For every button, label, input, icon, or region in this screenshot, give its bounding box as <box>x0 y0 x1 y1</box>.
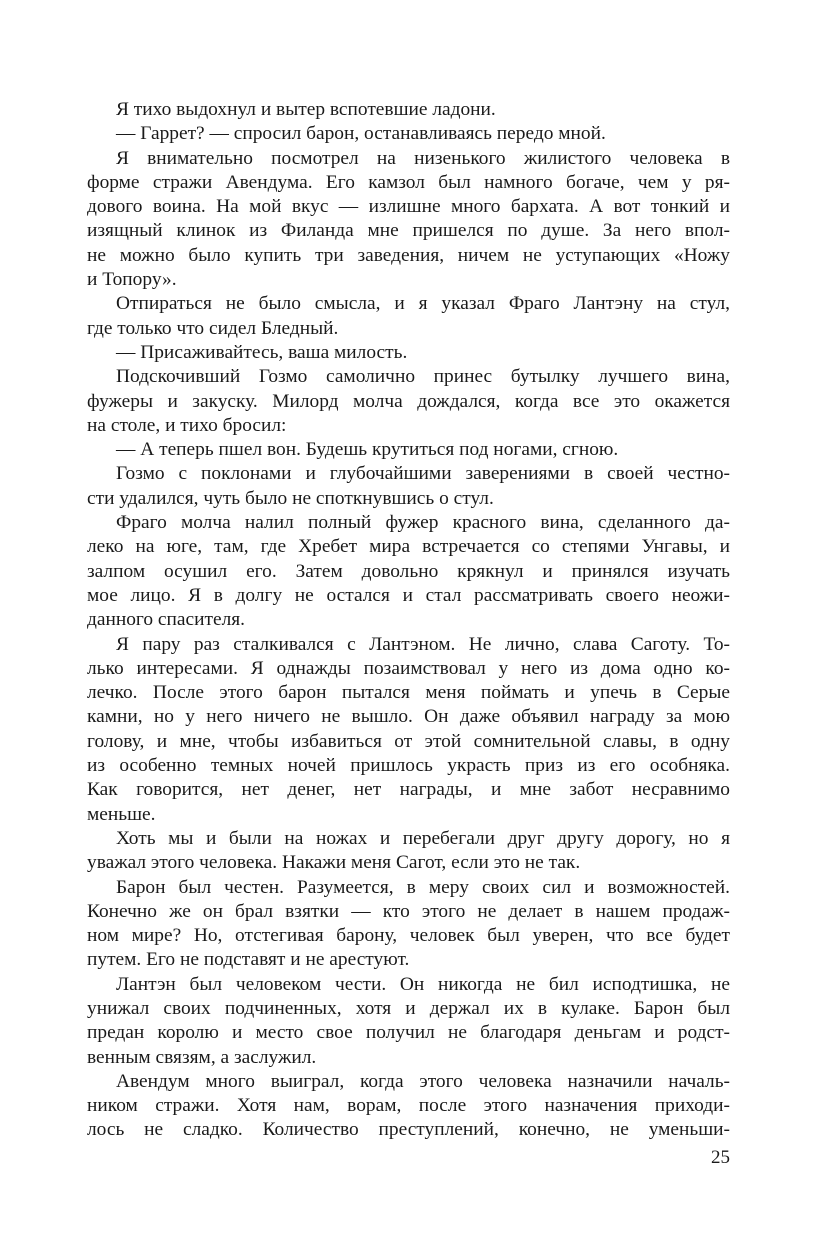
text-line: — А теперь пшел вон. Будешь крутиться под ногами, сгною. <box>116 439 619 461</box>
text-line: унижал своих подчиненных, хотя и держал их в кулаке. Барон был <box>87 997 730 1019</box>
text-line: лечко. После этого барон пытался меня поймать и упечь в Серые <box>87 682 730 704</box>
text-line: уважал этого человека. Накажи меня Сагот, если это не так. <box>87 852 581 874</box>
paragraph <box>87 365 730 438</box>
text-line: не можно было купить три заведения, ничем не уступающих «Ножу <box>87 244 730 266</box>
text-line: Я пару раз сталкивался с Лантэном. Не лично, слава Саготу. То- <box>116 633 730 655</box>
text-line: изящный клинок из Филанда мне пришелся по душе. За него впол- <box>87 220 730 242</box>
text-line: Как говорится, нет денег, нет награды, и мне забот несравнимо <box>87 779 730 801</box>
text-line: Подскочивший Гозмо самолично принес бутылку лучшего вина, <box>116 366 730 388</box>
text-line: Отпираться не было смысла, и я указал Фраго Лантэну на стул, <box>116 293 730 315</box>
text-line: сти удалился, чуть было не споткнувшись о стул. <box>87 487 494 509</box>
text-line: на столе, и тихо бросил: <box>87 414 287 436</box>
paragraph <box>87 633 730 827</box>
text-line: форме стражи Авендума. Его камзол был намного богаче, чем у ря- <box>87 171 730 193</box>
paragraph <box>87 438 730 462</box>
text-line: — Гаррет? — спросил барон, останавливаясь передо мной. <box>116 123 606 145</box>
text-line: Хоть мы и были на ножах и перебегали друг другу дорогу, но я <box>116 827 730 849</box>
text-line: и Топору». <box>87 269 177 291</box>
text-line: меньше. <box>87 803 156 825</box>
paragraph <box>87 1070 730 1143</box>
page-number: 25 <box>711 1147 730 1168</box>
text-line: — Присаживайтесь, ваша милость. <box>116 341 408 363</box>
paragraph <box>87 292 730 341</box>
text-line: из особенно темных ночей пришлось украсть приз из его особняка. <box>87 755 730 777</box>
paragraph <box>87 462 730 511</box>
text-line: Авендум много выиграл, когда этого человека назначили началь- <box>116 1070 730 1092</box>
paragraph <box>87 341 730 365</box>
text-line: венным связям, а заслужил. <box>87 1046 317 1068</box>
text-line: голову, и мне, чтобы избавиться от этой сомнительной славы, в одну <box>87 730 730 752</box>
text-line: лось не сладко. Количество преступлений, конечно, не уменьши- <box>87 1119 730 1141</box>
book-page-text <box>87 98 730 1143</box>
text-line: Лантэн был человеком чести. Он никогда не бил исподтишка, не <box>116 973 730 995</box>
text-line: залпом осушил его. Затем довольно крякнул и принялся изучать <box>87 560 730 582</box>
text-line: Я внимательно посмотрел на низенького жилистого человека в <box>116 147 730 169</box>
paragraph <box>87 827 730 876</box>
paragraph <box>87 122 730 146</box>
text-line: ном мире? Но, отстегивая барону, человек был уверен, что все будет <box>87 925 730 947</box>
text-line: лько интересами. Я однажды позаимствовал у него из дома одно ко- <box>87 657 730 679</box>
text-line: фужеры и закуску. Милорд молча дождался, когда все это окажется <box>87 390 730 412</box>
text-line: Фраго молча налил полный фужер красного вина, сделанного да- <box>116 512 730 534</box>
paragraph <box>87 98 730 122</box>
text-line: дового воина. На мой вкус — излишне много бархата. А вот тонкий и <box>87 196 730 218</box>
text-line: Я тихо выдохнул и вытер вспотевшие ладони. <box>116 99 496 120</box>
text-line: путем. Его не подставят и не арестуют. <box>87 949 410 971</box>
paragraph <box>87 876 730 973</box>
text-line: леко на юге, там, где Хребет мира встречается со степями Унгавы, и <box>87 536 730 558</box>
text-line: где только что сидел Бледный. <box>87 317 339 339</box>
text-line: Гозмо с поклонами и глубочайшими заверениями в своей честно- <box>116 463 730 485</box>
text-line: ником стражи. Хотя нам, ворам, после этого назначения приходи- <box>87 1095 730 1117</box>
text-line: камни, но у него ничего не вышло. Он даже объявил награду за мою <box>87 706 730 728</box>
paragraph <box>87 147 730 293</box>
paragraph <box>87 973 730 1070</box>
text-line: Барон был честен. Разумеется, в меру своих сил и возможностей. <box>116 876 730 898</box>
text-line: Конечно же он брал взятки — кто этого не делает в нашем продаж- <box>87 900 730 922</box>
text-line: предан королю и место свое получил не благодаря деньгам и родст- <box>87 1022 730 1044</box>
text-line: мое лицо. Я в долгу не остался и стал рассматривать своего неожи- <box>87 584 730 606</box>
text-line: данного спасителя. <box>87 609 246 631</box>
paragraph <box>87 511 730 632</box>
